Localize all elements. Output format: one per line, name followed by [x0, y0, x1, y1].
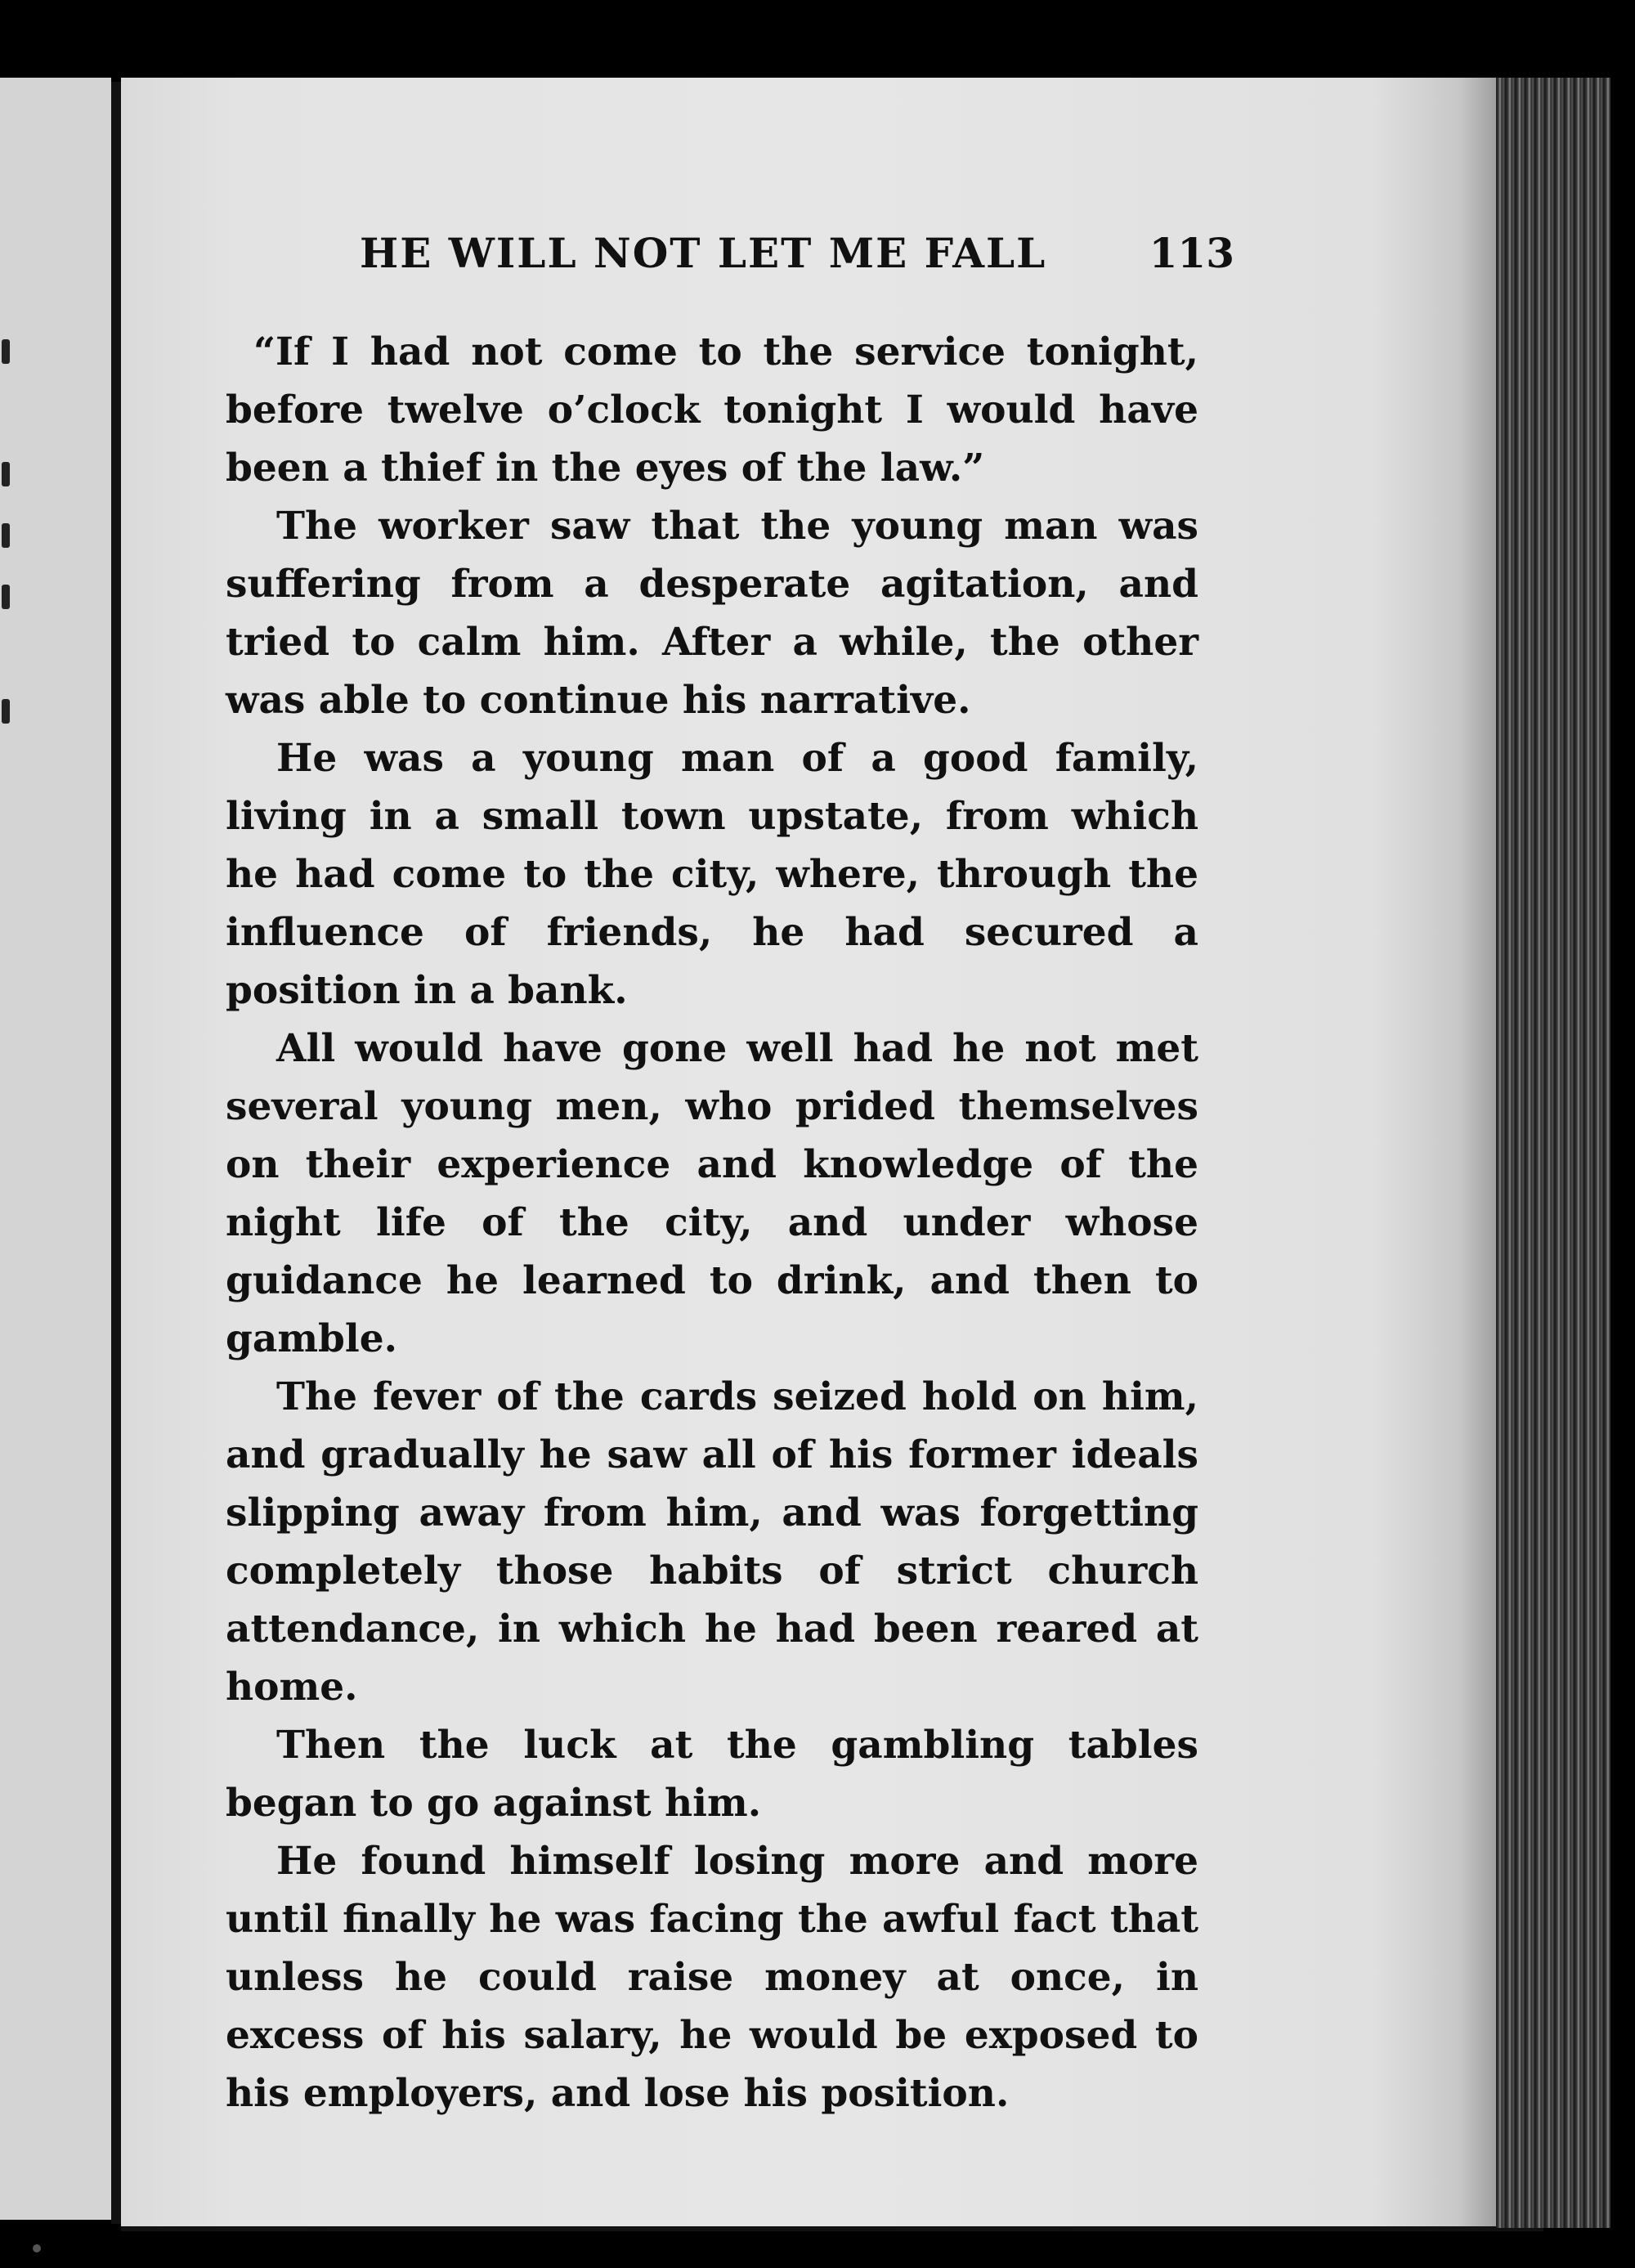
paragraph: He found himself losing more and more until finally he was facing the awful fact that unless he could raise money at once, in excess of his salary, he would be exposed to his employers, and lose his position.: [226, 1839, 1198, 2116]
gutter-shadow: [111, 82, 121, 2224]
running-head: HE WILL NOT LET ME FALL: [360, 229, 1047, 277]
paragraph: The worker saw that the young man was suffering from a desperate agitation, and tried to calm him. After a while, the other was able to continue his narrative.: [226, 504, 1198, 723]
facing-page-text-fragments: [0, 78, 16, 814]
page-number: 113: [1149, 229, 1234, 277]
paragraph: The fever of the cards seized hold on him, and gradually he saw all of his former ideals slipping away from him, and was forgetting completely those habits of strict church attendance, in which he had been reared at home.: [226, 1374, 1198, 1710]
body-text: [226, 323, 1198, 2122]
facing-page-margin: [0, 78, 111, 2220]
paragraph: Then the luck at the gambling tables began to go against him.: [226, 1723, 1198, 1826]
page-fore-edge: [1496, 78, 1610, 2228]
page-header: [360, 229, 1234, 286]
paragraph: He was a young man of a good family, living in a small town upstate, from which he had come to the city, where, through the influence of friends, he had secured a position in a bank.: [226, 736, 1198, 1013]
paragraph: “If I had not come to the service tonight, before twelve o’clock tonight I would have been a thief in the eyes of the law.”: [226, 329, 1198, 491]
scan-speck: [33, 2244, 41, 2252]
paragraph: All would have gone well had he not met several young men, who prided themselves on their experience and knowledge of the night life of the city, and under whose guidance he learned to drink, and then to gamble.: [226, 1026, 1198, 1361]
